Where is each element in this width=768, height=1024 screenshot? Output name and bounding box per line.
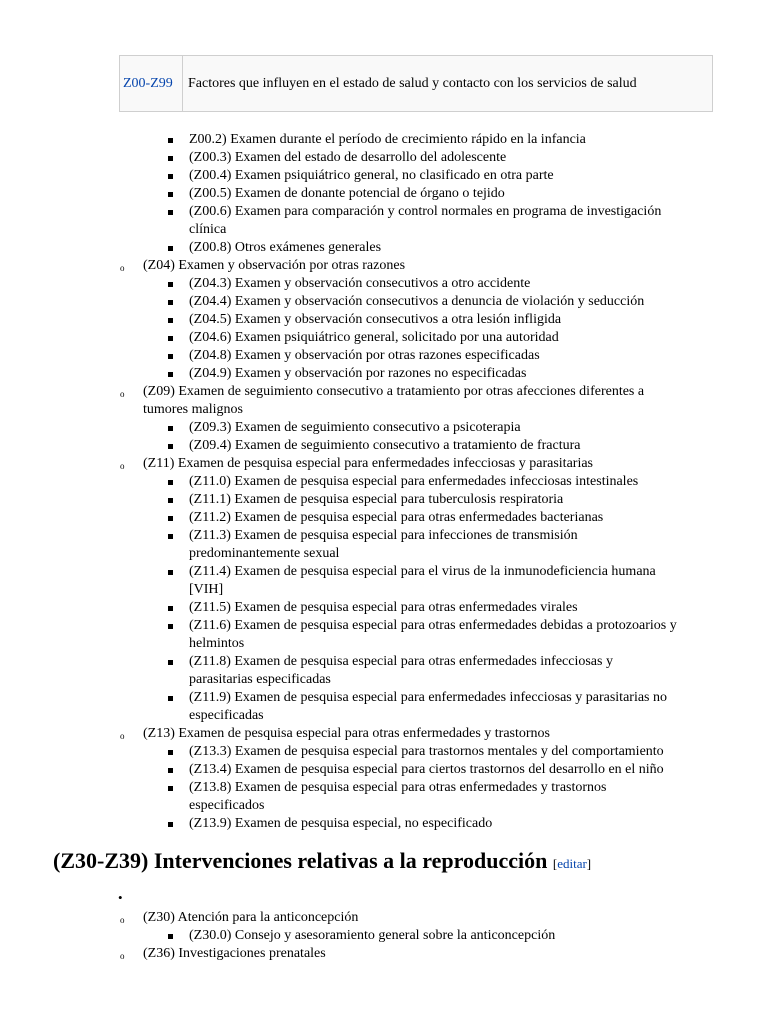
subitem-text: (Z13.8) Examen de pesquisa especial para otras enfermedades y trastornos [189,780,607,795]
subitem-text: (Z04.5) Examen y observación consecutivos a otra lesión infligida [189,312,562,327]
edit-bracket-close: ] [586,856,592,871]
group-item-text: (Z13) Examen de pesquisa especial para otras enfermedades y trastornos [143,726,551,741]
subitem-text: (Z00.8) Otros exámenes generales [189,240,382,255]
circle-bullet-icon: o [120,389,125,399]
subitem-text: (Z13.4) Examen de pesquisa especial para ciertos trastornos del desarrollo en el niño [189,762,664,777]
group-item-text: (Z09) Examen de seguimiento consecutivo a tratamiento por otras afecciones diferentes a [143,384,645,399]
subitem-text: (Z04.6) Examen psiquiátrico general, solicitado por una autoridad [189,330,559,345]
subitem-text: (Z04.3) Examen y observación consecutivos a otro accidente [189,276,531,291]
edit-link[interactable]: editar [557,856,587,871]
section-heading [53,847,591,878]
square-bullet-icon [168,336,173,341]
group-item-text: (Z04) Examen y observación por otras razones [143,258,406,273]
circle-bullet-icon: o [120,731,125,741]
square-bullet-icon [168,480,173,485]
subitem-text: especificadas [189,708,264,723]
subitem-text: (Z04.4) Examen y observación consecutivos a denuncia de violación y seducción [189,294,645,309]
square-bullet-icon [168,606,173,611]
subitem-text: (Z09.3) Examen de seguimiento consecutivo a psicoterapia [189,420,521,435]
subitem-text: clínica [189,222,227,237]
square-bullet-icon [168,934,173,939]
square-bullet-icon [168,210,173,215]
subitem-text: parasitarias especificadas [189,672,331,687]
subitem-text: (Z13.9) Examen de pesquisa especial, no especificado [189,816,493,831]
square-bullet-icon [168,156,173,161]
square-bullet-icon [168,660,173,665]
edit-bracket-open: [ [552,856,558,871]
square-bullet-icon [168,786,173,791]
subitem-text: (Z11.1) Examen de pesquisa especial para tuberculosis respiratoria [189,492,564,507]
subitem-text: (Z00.6) Examen para comparación y control normales en programa de investigación [189,204,662,219]
disc-bullet-icon: • [118,890,123,905]
square-bullet-icon [168,192,173,197]
subitem-text: (Z04.9) Examen y observación por razones no especificadas [189,366,527,381]
square-bullet-icon [168,696,173,701]
circle-bullet-icon: o [120,915,125,925]
group-item-text: (Z30) Atención para la anticoncepción [143,910,359,925]
circle-bullet-icon: o [120,263,125,273]
square-bullet-icon [168,444,173,449]
subitem-text: [VIH] [189,582,224,597]
category-code[interactable]: Z00-Z99 [123,76,173,91]
category-description: Factores que influyen en el estado de salud y contacto con los servicios de salud [188,76,637,91]
section-heading-text: (Z30-Z39) Intervenciones relativas a la reproducción [53,848,548,873]
square-bullet-icon [168,624,173,629]
subitem-text: (Z13.3) Examen de pesquisa especial para trastornos mentales y del comportamiento [189,744,664,759]
category-code-link[interactable] [120,56,183,111]
square-bullet-icon [168,372,173,377]
group-item-text: tumores malignos [143,402,243,417]
square-bullet-icon [168,516,173,521]
edit-section [553,856,591,871]
square-bullet-icon [168,534,173,539]
circle-bullet-icon: o [120,461,125,471]
subitem-text: (Z11.5) Examen de pesquisa especial para otras enfermedades virales [189,600,578,615]
subitem-text: (Z00.5) Examen de donante potencial de órgano o tejido [189,186,505,201]
subitem-text: (Z09.4) Examen de seguimiento consecutivo a tratamiento de fractura [189,438,581,453]
square-bullet-icon [168,174,173,179]
group-item-text: (Z36) Investigaciones prenatales [143,946,326,961]
square-bullet-icon [168,318,173,323]
subitem-text: helmintos [189,636,245,651]
subitem-text: (Z11.8) Examen de pesquisa especial para otras enfermedades infecciosas y [189,654,613,669]
subitem-text: (Z04.8) Examen y observación por otras razones especificadas [189,348,540,363]
square-bullet-icon [168,498,173,503]
subitem-text: (Z11.6) Examen de pesquisa especial para otras enfermedades debidas a protozoarios y [189,618,677,633]
subitem-text: (Z11.3) Examen de pesquisa especial para infecciones de transmisión [189,528,578,543]
subitem-text: (Z30.0) Consejo y asesoramiento general sobre la anticoncepción [189,928,556,943]
square-bullet-icon [168,246,173,251]
square-bullet-icon [168,822,173,827]
subitem-text: Z00.2) Examen durante el período de crecimiento rápido en la infancia [189,132,586,147]
group-item-text: (Z11) Examen de pesquisa especial para enfermedades infecciosas y parasitarias [143,456,593,471]
subitem-text: predominantemente sexual [189,546,340,561]
circle-bullet-icon: o [120,951,125,961]
square-bullet-icon [168,768,173,773]
subitem-text: (Z11.0) Examen de pesquisa especial para enfermedades infecciosas intestinales [189,474,639,489]
subitem-text: (Z00.3) Examen del estado de desarrollo del adolescente [189,150,507,165]
square-bullet-icon [168,138,173,143]
category-header-box [119,55,713,112]
square-bullet-icon [168,300,173,305]
subitem-text: (Z11.9) Examen de pesquisa especial para enfermedades infecciosas y parasitarias no [189,690,667,705]
square-bullet-icon [168,354,173,359]
square-bullet-icon [168,570,173,575]
square-bullet-icon [168,282,173,287]
subitem-text: (Z11.2) Examen de pesquisa especial para otras enfermedades bacterianas [189,510,604,525]
subitem-text: (Z00.4) Examen psiquiátrico general, no clasificado en otra parte [189,168,554,183]
square-bullet-icon [168,750,173,755]
subitem-text: especificados [189,798,265,813]
subitem-text: (Z11.4) Examen de pesquisa especial para el virus de la inmunodeficiencia humana [189,564,656,579]
square-bullet-icon [168,426,173,431]
